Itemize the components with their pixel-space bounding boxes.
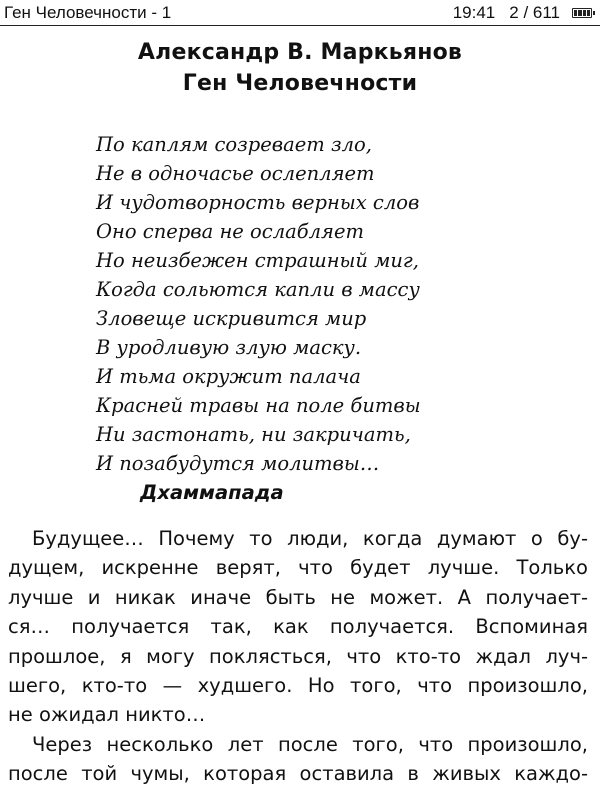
paragraph bbox=[8, 524, 588, 730]
body-text bbox=[8, 524, 588, 789]
page-counter: 2 / 611 bbox=[509, 3, 560, 22]
status-bar bbox=[0, 0, 600, 26]
text-line: Будущее… Почему то люди, когда думают о бу- bbox=[32, 527, 588, 550]
reader-page[interactable] bbox=[0, 26, 600, 800]
text-line: Через несколько лет после того, что произошло, bbox=[32, 732, 588, 756]
book-title: Ген Человечности bbox=[182, 71, 418, 96]
battery-icon bbox=[572, 8, 592, 18]
text-line: лучше и никак иначе быть не может. А получает- bbox=[8, 585, 588, 609]
epigraph-line: В уродливую злую маску. bbox=[96, 336, 362, 359]
epigraph-line: Когда сольются капли в массу bbox=[96, 278, 420, 301]
paragraph bbox=[8, 730, 588, 789]
epigraph-line: Ни застонать, ни закричать, bbox=[96, 423, 411, 446]
epigraph-line: И тьма окружит палача bbox=[96, 365, 361, 388]
epigraph-line: Зловеще искривится мир bbox=[96, 307, 367, 330]
text-line: шего, кто-то — худшего. Но того, что произошло, bbox=[8, 674, 588, 698]
book-author: Александр В. Маркьянов bbox=[137, 40, 463, 65]
battery-cell bbox=[578, 10, 581, 16]
epigraph-line: Красней травы на поле битвы bbox=[96, 394, 421, 417]
epigraph-line: По каплям созревает зло, bbox=[96, 133, 372, 156]
text-line: дущем, искренне верят, что будет лучше. Только bbox=[8, 556, 588, 580]
epigraph bbox=[96, 130, 600, 478]
epigraph-line: Но неизбежен страшный миг, bbox=[96, 249, 419, 272]
text-line: ся… получается так, как получается. Вспоминая bbox=[8, 615, 588, 639]
epigraph-source: Дхаммапада bbox=[140, 481, 284, 504]
epigraph-line: И позабудутся молитвы… bbox=[96, 452, 380, 475]
clock: 19:41 bbox=[452, 3, 496, 22]
book-header-title: Ген Человечности - 1 bbox=[4, 3, 172, 22]
battery-cell bbox=[574, 10, 577, 16]
battery-cell bbox=[587, 10, 590, 16]
epigraph-line: Не в одночасье ослепляет bbox=[96, 162, 375, 185]
battery-cell bbox=[583, 10, 586, 16]
text-line: прошлое, я могу поклясться, что кто-то ждал луч- bbox=[8, 644, 588, 668]
status-right-group bbox=[453, 0, 592, 26]
epigraph-line: И чудотворность верных слов bbox=[96, 191, 420, 214]
text-line: после той чумы, которая оставила в живых каждо- bbox=[8, 762, 588, 786]
text-line: не ожидал никто… bbox=[8, 703, 206, 727]
epigraph-line: Оно сперва не ослабляет bbox=[96, 220, 364, 243]
